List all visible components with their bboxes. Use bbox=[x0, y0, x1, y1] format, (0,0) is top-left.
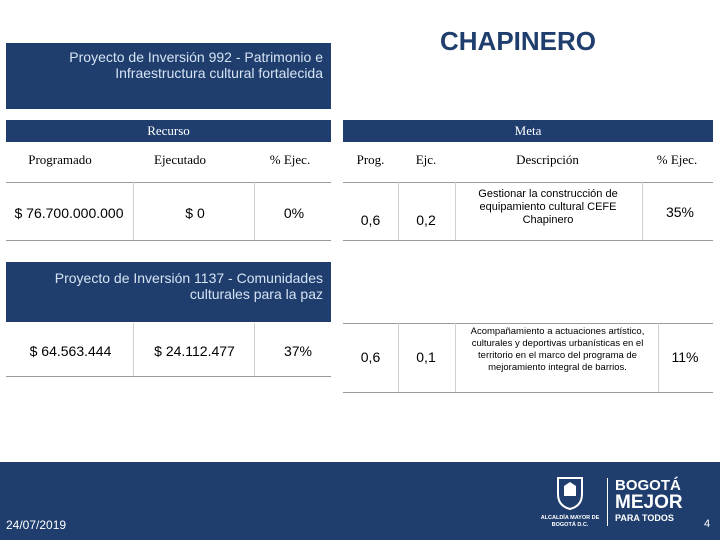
row2-programado: $ 64.563.444 bbox=[29, 343, 112, 359]
row1-prog: 0,6 bbox=[360, 212, 381, 228]
page-title: CHAPINERO bbox=[440, 26, 597, 56]
mejor-text: MEJOR bbox=[615, 492, 683, 513]
row2-descripcion: Acompañamiento a actuaciones artístico, culturales y deportivas urbanísticas en el territorio en el marco del programa de mejoramiento integral de barrios. bbox=[470, 326, 645, 373]
footer-bar bbox=[0, 462, 720, 540]
row-divider bbox=[6, 182, 331, 183]
col-divider bbox=[455, 323, 456, 392]
coat-of-arms-icon bbox=[556, 476, 584, 510]
col-ejecutado: Ejecutado bbox=[154, 152, 206, 167]
project-1137-box bbox=[6, 262, 331, 322]
col-meta-pct: % Ejec. bbox=[656, 152, 698, 167]
row-divider bbox=[6, 240, 331, 241]
row1-ejc: 0,2 bbox=[416, 212, 436, 228]
row1-ejecutado: $ 0 bbox=[185, 205, 205, 221]
alcaldia-logo bbox=[540, 476, 600, 534]
col-ejc: Ejc. bbox=[415, 152, 437, 167]
col-divider bbox=[455, 182, 456, 240]
col-prog: Prog. bbox=[356, 152, 385, 167]
row1-programado: $ 76.700.000.000 bbox=[14, 205, 124, 221]
col-recurso-pct: % Ejec. bbox=[269, 152, 311, 167]
col-divider bbox=[642, 182, 643, 240]
col-divider bbox=[398, 182, 399, 240]
col-divider bbox=[133, 323, 134, 376]
project-992-label: Proyecto de Inversión 992 - Patrimonio e Infraestructura cultural fortalecida bbox=[69, 49, 323, 81]
col-descripcion: Descripción bbox=[516, 152, 579, 167]
project-992-box bbox=[6, 43, 331, 109]
row1-meta-pct: 35% bbox=[665, 204, 695, 220]
row2-ejc: 0,1 bbox=[416, 349, 436, 365]
meta-header: Meta bbox=[343, 120, 713, 142]
logo-divider bbox=[607, 478, 608, 526]
footer-date: 24/07/2019 bbox=[6, 518, 67, 532]
row2-ejecutado: $ 24.112.477 bbox=[154, 343, 235, 359]
row-divider bbox=[343, 392, 713, 393]
row-divider bbox=[6, 376, 331, 377]
para-todos-text: PARA TODOS bbox=[615, 513, 674, 523]
row2-prog: 0,6 bbox=[360, 349, 381, 365]
bogota-mejor-logo bbox=[615, 478, 695, 524]
page-number: 4 bbox=[704, 518, 711, 530]
col-programado: Programado bbox=[28, 152, 92, 167]
row2-recurso-pct: 37% bbox=[283, 343, 313, 359]
project-1137-label: Proyecto de Inversión 1137 - Comunidades culturales para la paz bbox=[54, 270, 323, 302]
row-divider bbox=[343, 240, 713, 241]
recurso-header: Recurso bbox=[6, 120, 331, 142]
alcaldia-text: ALCALDÍA MAYOR DE BOGOTÁ D.C. bbox=[540, 515, 600, 528]
row1-recurso-pct: 0% bbox=[283, 205, 305, 221]
row1-descripcion: Gestionar la construcción de equipamiento cultural CEFE Chapinero bbox=[478, 188, 618, 226]
row2-meta-pct: 11% bbox=[671, 349, 699, 365]
col-divider bbox=[254, 323, 255, 376]
bogota-text: BOGOTÁ bbox=[615, 477, 681, 494]
